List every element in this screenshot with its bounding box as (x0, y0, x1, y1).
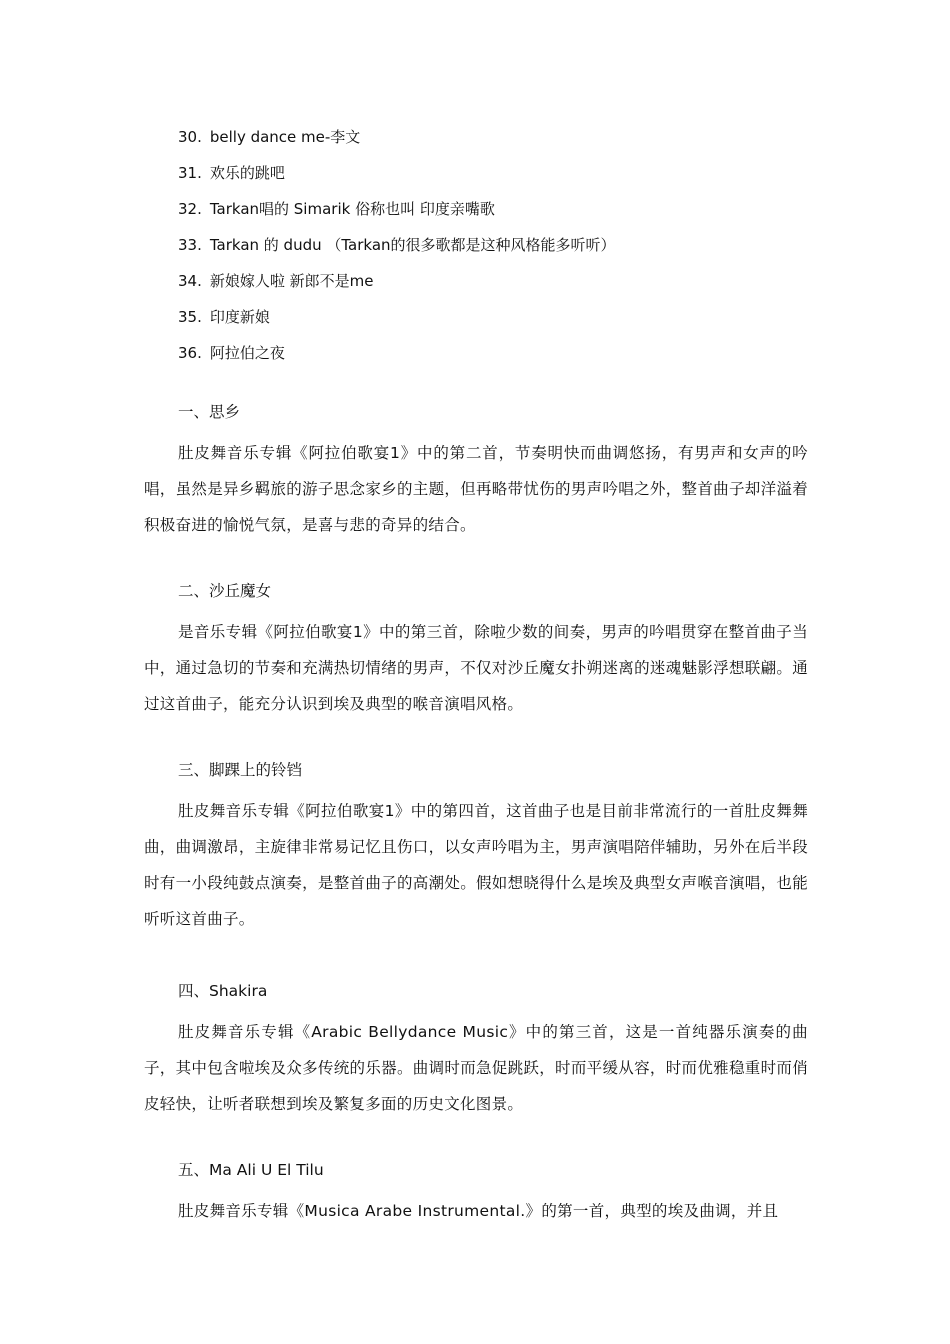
section-body: 肚皮舞音乐专辑《Musica Arabe Instrumental.》的第一首，典型的埃及曲调，并且 (178, 1202, 779, 1220)
list-text: 新娘嫁人啦 新郎不是me (209, 272, 374, 290)
section-body: 肚皮舞音乐专辑《阿拉伯歌宴1》中的第二首，节奏明快而曲调悠扬，有男声和女声的吟唱，虽然是异乡羁旅的游子思念家乡的主题，但再略带忧伤的男声吟唱之外，整首曲子却洋溢着积极奋进的愉悦气氛，是喜与悲的奇异的结合。 (144, 444, 808, 534)
section-body: 是音乐专辑《阿拉伯歌宴1》中的第三首，除啦少数的间奏，男声的吟唱贯穿在整首曲子当中，通过急切的节奏和充满热切情绪的男声，不仅对沙丘魔女扑朔迷离的迷魂魅影浮想联翩。通过这首曲子，能充分认识到埃及典型的喉音演唱风格。 (144, 623, 808, 713)
list-item (178, 268, 616, 304)
list-text: belly dance me-李文 (209, 128, 361, 146)
list-number: 33. (178, 236, 202, 254)
section-jiaohuai-lingdang (144, 757, 808, 937)
list-text: 欢乐的跳吧 (209, 164, 285, 182)
list-text: 阿拉伯之夜 (209, 344, 285, 362)
list-number: 31. (178, 164, 202, 182)
section-heading: 五、Ma Ali U El Tilu (178, 1161, 324, 1179)
list-number: 30. (178, 128, 202, 146)
song-list (178, 124, 616, 376)
section-heading: 三、脚踝上的铃铛 (178, 761, 303, 779)
list-text: 印度新娘 (209, 308, 270, 326)
section-shaqiu-monv (144, 578, 808, 722)
list-item (178, 232, 616, 268)
list-number: 36. (178, 344, 202, 362)
list-text: Tarkan 的 dudu （Tarkan的很多歌都是这种风格能多听听） (209, 236, 616, 254)
section-heading: 一、思乡 (178, 403, 241, 421)
list-text: Tarkan唱的 Simarik 俗称也叫 印度亲嘴歌 (209, 200, 495, 218)
section-ma-ali (144, 1157, 808, 1229)
section-sixiang (144, 399, 808, 543)
list-number: 32. (178, 200, 202, 218)
list-item (178, 304, 616, 340)
list-item (178, 340, 616, 376)
list-item (178, 160, 616, 196)
list-number: 34. (178, 272, 202, 290)
section-heading: 二、沙丘魔女 (178, 582, 272, 600)
section-body: 肚皮舞音乐专辑《阿拉伯歌宴1》中的第四首，这首曲子也是目前非常流行的一首肚皮舞舞曲，曲调激昂，主旋律非常易记忆且伤口，以女声吟唱为主，男声演唱陪伴辅助，另外在后半段时有一小段纯鼓点演奏，是整首曲子的高潮处。假如想晓得什么是埃及典型女声喉音演唱，也能听听这首曲子。 (144, 802, 808, 928)
list-number: 35. (178, 308, 202, 326)
list-item (178, 196, 616, 232)
section-heading: 四、Shakira (178, 982, 268, 1000)
section-shakira (144, 978, 808, 1122)
list-item (178, 124, 616, 160)
section-body: 肚皮舞音乐专辑《Arabic Bellydance Music》中的第三首，这是一首纯器乐演奏的曲子，其中包含啦埃及众多传统的乐器。曲调时而急促跳跃，时而平缓从容，时而优雅稳重时而俏皮轻快，让听者联想到埃及繁复多面的历史文化图景。 (144, 1023, 808, 1113)
